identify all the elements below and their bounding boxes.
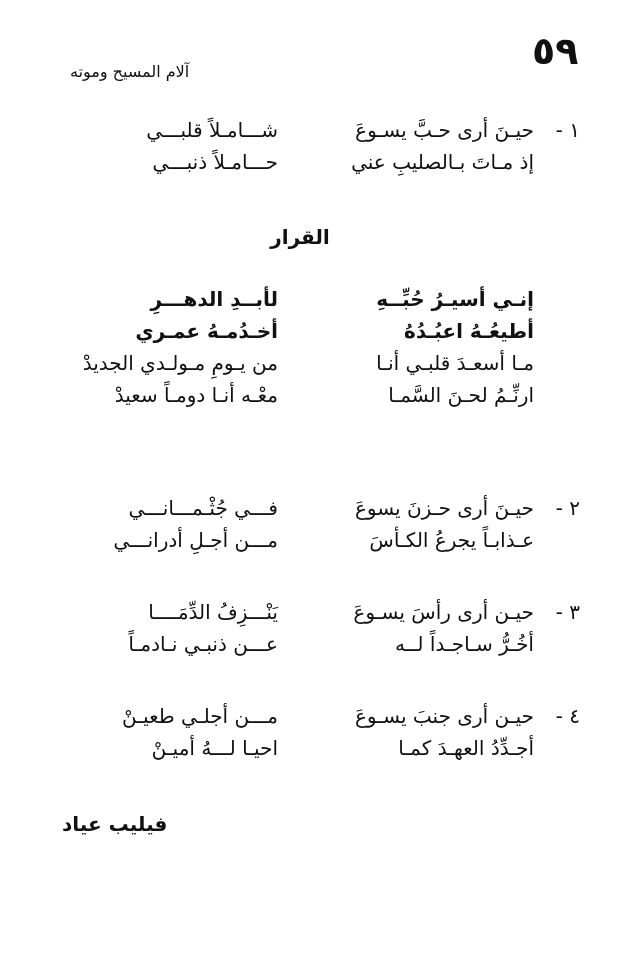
second-hemistich: شـــامـلاً قلبـــي: [146, 118, 278, 142]
verse-number: ٢ -: [555, 496, 580, 520]
verse-2: [0, 496, 640, 560]
verse-line: [0, 528, 640, 560]
running-title: آلام المسيح وموته: [70, 62, 190, 81]
first-hemistich: إذ مـاتَ بـالصليبِ عني: [351, 150, 534, 174]
second-hemistich: معْـه أنـا دومـاً سعيدْ: [114, 383, 278, 407]
verse-line: [0, 704, 640, 736]
page-number: ٥٩: [532, 29, 579, 73]
second-hemistich: احيـا لـــهُ أميـنْ: [151, 736, 278, 760]
first-hemistich: إنـي أسيـرُ حُبِّــهِ: [376, 287, 534, 311]
second-hemistich: أخـدُمـهُ عمـري: [135, 319, 278, 343]
chorus-line: [0, 319, 640, 351]
first-hemistich: ارنِّـمُ لحـنَ السَّمـا: [388, 383, 534, 407]
first-hemistich: أخُـرُّ سـاجـداً لــه: [394, 632, 534, 656]
second-hemistich: يَنْـــزِفُ الدِّمَــــا: [148, 600, 278, 624]
verse-line: [0, 600, 640, 632]
first-hemistich: حيـن أرى رأسَ يسـوعَ: [353, 600, 534, 624]
verse-line: [0, 150, 640, 182]
verse-3: [0, 600, 640, 664]
chorus-line: [0, 287, 640, 319]
first-hemistich: أجـدِّدُ العهـدَ كمـا: [398, 736, 534, 760]
verse-line: [0, 736, 640, 768]
second-hemistich: مـــن أجلـي طعيـنْ: [122, 704, 278, 728]
verse-line: [0, 496, 640, 528]
first-hemistich: أطيعُـهُ اعبُـدُهُ: [404, 319, 534, 343]
second-hemistich: من يـومِ مـولـدي الجديدْ: [82, 351, 278, 375]
first-hemistich: حيـن أرى جنبَ يسـوعَ: [355, 704, 534, 728]
second-hemistich: حـــامـلاً ذنبـــي: [152, 150, 278, 174]
chorus-title: القرار: [270, 225, 330, 249]
verse-1: [0, 118, 640, 182]
verse-line: [0, 632, 640, 664]
second-hemistich: عـــن ذنبـي نـادمـاً: [128, 632, 278, 656]
second-hemistich: مـــن أجـلِ أدرانـــي: [113, 528, 278, 552]
first-hemistich: عـذابـاً يجرعُ الكـأسَ: [369, 528, 534, 552]
verse-4: [0, 704, 640, 768]
verse-number: ٤ -: [555, 704, 580, 728]
first-hemistich: حيـنَ أرى حـبَّ يسـوعَ: [355, 118, 534, 142]
verse-number: ١ -: [555, 118, 580, 142]
verse-number: ٣ -: [555, 600, 580, 624]
chorus: [0, 287, 640, 415]
first-hemistich: حيـنَ أرى حـزنَ يسوعَ: [354, 496, 534, 520]
chorus-line: [0, 383, 640, 415]
first-hemistich: مـا أسعـدَ قلبـي أنـا: [376, 351, 534, 375]
verse-line: [0, 118, 640, 150]
chorus-line: [0, 351, 640, 383]
author-signature: فيليب عياد: [62, 812, 168, 836]
second-hemistich: فـــي جُثْـمـــانـــي: [128, 496, 278, 520]
second-hemistich: لأبــدِ الدهـــرِ: [150, 287, 278, 311]
